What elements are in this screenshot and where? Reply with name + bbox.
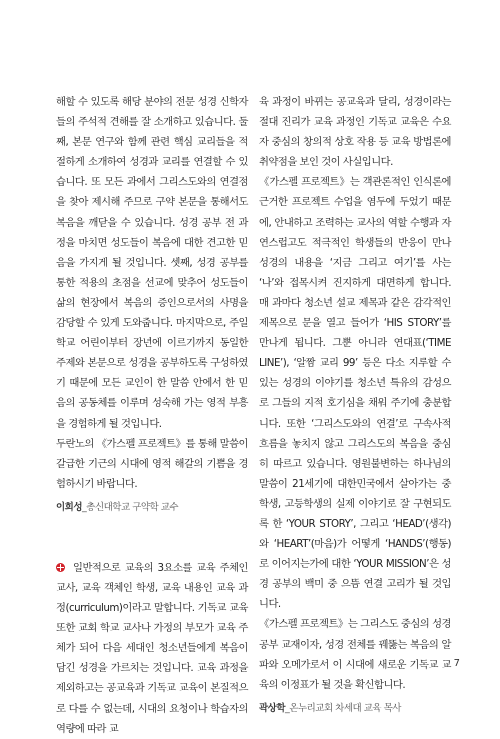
page-number: 7: [453, 658, 460, 669]
body-paragraph: [56, 558, 248, 739]
body-paragraph: 해할 수 있도록 해당 분야의 전문 성경 신학자들의 주석적 견해를 잘 소개하고 있습니다. 둘째, 본문 연구와 함께 관련 핵심 교리들을 적절하게 소개하여 성경과 교리를 연결할 수 있습니다. 또 모든 과에서 그리스도와의 연결점을 찾아 제시해 주므로 구약 본문을 통해서도 복음을 깨닫을 수 있습니다. 성경 공부 전 과정을 마치면 성도들이 복음에 대한 견고한 믿음을 가지게 될 것입니다. 셋째, 성경 공부를 통한 적용의 초점을 선교에 맞추어 성도들이 삶의 현장에서 복음의 증인으로서의 사명을 감당할 수 있게 도와줍니다. 마지막으로, 주일학교 어린이부터 장년에 이르기까지 동일한 주제와 본문으로 성경을 공부하도록 구성하였기 때문에 모든 교인이 한 말씀 안에서 한 믿음의 공동체를 이루며 성숙해 가는 영적 부흥을 경험하게 될 것입니다.: [56, 96, 248, 430]
author-role: 총신대학교 구약학 교수: [86, 501, 179, 513]
author-name: 곽상학: [259, 702, 286, 714]
right-column: [259, 92, 451, 717]
body-paragraph: 육 과정이 바뀌는 공교육과 달리, 성경이라는 절대 진리가 교육 과정인 기독교 교육은 수요자 중심의 창의적 상호 작용 등 교육 방법론에 취약점을 보인 것이 사실입니다.: [259, 96, 451, 169]
cross-mark-icon: [56, 563, 65, 572]
author-name: 이희성: [56, 501, 83, 513]
author-role: 온누리교회 차세대 교육 목사: [289, 702, 401, 714]
author-signature: [259, 701, 451, 717]
body-paragraph: 《가스펠 프로젝트》는 그리스도 중심의 성경 공부 교재이자, 성경 전체를 꿰뚫는 복음의 알파와 오메가로서 이 시대에 새로운 기독교 교육의 이정표가 될 것을 확신합니다.: [259, 618, 451, 691]
body-paragraph-text: 일반적으로 교육의 3요소를 교육 주체인 교사, 교육 객체인 학생, 교육 내용인 교육 과정(curriculum)이라고 말합니다. 기독교 교육 또한 교회 학교 교사나 가정의 부모가 교육 주체가 되어 다음 세대인 청소년들에게 복음이 담긴 성경을 가르치는 것입니다. 교육 과정을 제외하고는 공교육과 기독교 교육이 본질적으로 다를 수 없는데, 시대의 요청이나 학습자의 역량에 따라 교: [56, 561, 248, 735]
section-spacer: [56, 516, 248, 558]
signature-separator: _: [82, 501, 87, 513]
body-paragraph: 《가스펠 프로젝트》는 객관론적인 인식론에 근거한 프로젝트 수업을 염두에 두었기 때문에, 안내하고 조력하는 교사의 역할 수행과 자연스럽고도 적극적인 학생들의 반응이 만나 성경의 내용을 ‘지금 그리고 여기’를 사는 ‘나’와 접목시켜 진지하게 대면하게 합니다. 매 과마다 청소년 설교 제목과 같은 감각적인 제목으로 문을 열고 들어가 ‘HIS STORY’를 만나게 됩니다. 그뿐 아니라 연대표(‘TIME LINE’), ‘알짬 교리 99’ 등은 다소 지루할 수 있는 성경의 이야기를 청소년 특유의 감성으로 그들의 지적 호기심을 채워 주기에 충분합니다. 또한 ‘그리스도와의 연결’로 구속사적 흐름을 놓치지 않고 그리스도의 복음을 중심히 따르고 있습니다. 영원불변하는 하나님의 말씀이 21세기에 대한민국에서 살아가는 중학생, 고등학생의 실제 이야기로 잘 구현되도록 한 ‘YOUR STORY’, 그리고 ‘HEAD’(생각)와 ‘HEART’(마음)가 어떻게 ‘HANDS’(행동)로 이어지는가에 대한 ‘YOUR MISSION’은 성경 공부의 백미 중 으뜸 연결 고리가 될 것입니다.: [259, 176, 451, 611]
body-paragraph: 두란노의 《가스펠 프로젝트》를 통해 말씀이 갈급한 기근의 시대에 영적 해갈의 기쁨을 경험하시기 바랍니다.: [56, 437, 248, 490]
signature-separator: _: [285, 702, 290, 714]
left-column: [56, 92, 248, 739]
author-signature: [56, 500, 248, 516]
